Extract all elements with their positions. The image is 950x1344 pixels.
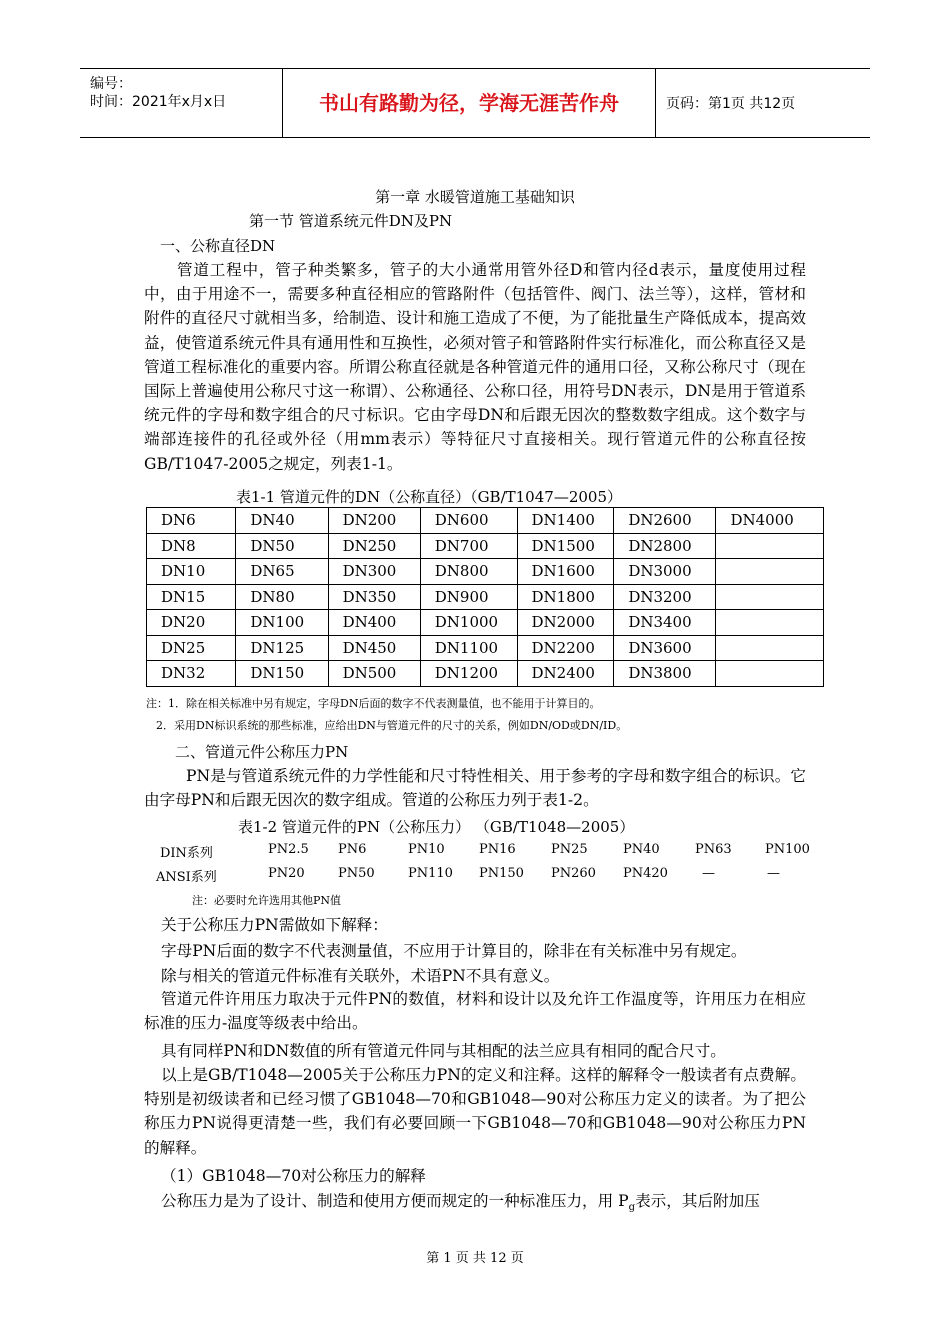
table-row <box>147 635 824 661</box>
header-page-label: 页码：第1页 共12页 <box>666 96 796 112</box>
table-cell: PN25 <box>551 842 588 857</box>
table-cell <box>716 661 824 687</box>
table-cell: DN400 <box>328 610 420 636</box>
paragraph-pn: PN是与管道系统元件的力学性能和尺寸特性相关、用于参考的字母和数字组合的标识。它由字母PN和后跟无因次的数字组成。管道的公称压力列于表1-2。 <box>144 767 806 810</box>
table-cell: DN3000 <box>614 559 716 585</box>
table-cell: PN110 <box>408 866 453 881</box>
table-cell: DN20 <box>147 610 236 636</box>
table-cell: PN16 <box>479 842 516 857</box>
table-row <box>147 610 824 636</box>
table-cell: DN4000 <box>716 508 824 534</box>
paragraph-gb1048-70 <box>161 1189 760 1213</box>
paragraph-pn-1: 字母PN后面的数字不代表测量值，不应用于计算目的，除非在有关标准中另有规定。 <box>161 942 747 960</box>
table-cell: PN63 <box>695 842 732 857</box>
heading-dn: 一、公称直径DN <box>160 237 276 255</box>
table-cell: DN2400 <box>517 661 614 687</box>
table-cell: DN500 <box>328 661 420 687</box>
table-cell: DN3200 <box>614 584 716 610</box>
table-cell: DIN系列 <box>160 846 213 861</box>
table-row <box>147 508 824 534</box>
table-cell: DN150 <box>236 661 328 687</box>
table2-caption: 表1-2 管道元件的PN（公称压力） （GB/T1048—2005） <box>238 818 635 836</box>
table-cell: DN1100 <box>420 635 517 661</box>
paragraph-pn-3: 管道元件许用压力取决于元件PN的数值，材料和设计以及允许工作温度等，许用压力在相应标准的压力-温度等级表中给出。 <box>144 990 806 1033</box>
table-cell <box>716 584 824 610</box>
paragraph-pn-intro: 关于公称压力PN需做如下解释： <box>161 916 388 934</box>
heading-gb1048-70: （1）GB1048—70对公称压力的解释 <box>161 1167 426 1185</box>
table-cell: DN1500 <box>517 533 614 559</box>
table-cell: DN3600 <box>614 635 716 661</box>
table1-note-2: 2．采用DN标识系统的那些标准，应给出DN与管道元件的尺寸的关系，例如DN/OD或DN/ID。 <box>156 719 628 732</box>
subscript-g: g <box>628 1202 636 1214</box>
paragraph-text-b: 表示，其后附加压 <box>635 1192 760 1210</box>
table-cell: PN50 <box>338 866 375 881</box>
table-cell: DN2200 <box>517 635 614 661</box>
table-cell: DN900 <box>420 584 517 610</box>
table-cell: DN3800 <box>614 661 716 687</box>
table-cell: DN15 <box>147 584 236 610</box>
time-label: 时间：2021年x月x日 <box>90 94 227 110</box>
table-cell: DN1200 <box>420 661 517 687</box>
paragraph-pn-4: 具有同样PN和DN数值的所有管道元件同与其相配的法兰应具有相同的配合尺寸。 <box>161 1042 726 1060</box>
table-cell: DN600 <box>420 508 517 534</box>
table-cell: PN260 <box>551 866 596 881</box>
table-cell: DN2000 <box>517 610 614 636</box>
table2-note: 注：必要时允许选用其他PN值 <box>192 894 342 907</box>
table-cell: DN32 <box>147 661 236 687</box>
table-row <box>147 584 824 610</box>
table-cell: DN700 <box>420 533 517 559</box>
table-cell: PN20 <box>268 866 305 881</box>
paragraph-pn-5: 以上是GB/T1048—2005关于公称压力PN的定义和注释。这样的解释令一般读者有点费解。特别是初级读者和已经习惯了GB1048—70和GB1048—90对公称压力定义的读者。为了把公称压力PN说得更清楚一些，我们有必要回顾一下GB1048—70和GB1048—90对公称压力PN的解释。 <box>144 1066 806 1157</box>
table-cell: PN420 <box>623 866 668 881</box>
table-cell: — <box>702 866 715 881</box>
table-row <box>147 661 824 687</box>
table-cell: DN800 <box>420 559 517 585</box>
table-cell: PN2.5 <box>268 842 309 857</box>
table-cell: DN125 <box>236 635 328 661</box>
table-cell: PN40 <box>623 842 660 857</box>
header-meta <box>80 69 280 137</box>
table-cell <box>716 559 824 585</box>
table-cell: DN1000 <box>420 610 517 636</box>
heading-pn: 二、管道元件公称压力PN <box>175 743 349 761</box>
paragraph-text-a: 公称压力是为了设计、制造和使用方便而规定的一种标准压力，用 P <box>161 1192 629 1210</box>
table1-caption: 表1-1 管道元件的DN（公称直径）（GB/T1047—2005） <box>236 488 622 506</box>
table-cell: DN200 <box>328 508 420 534</box>
paragraph-pn-2: 除与相关的管道元件标准有关联外，术语PN不具有意义。 <box>161 967 560 985</box>
table1-note-1: 注：1．除在相关标准中另有规定，字母DN后面的数字不代表测量值，也不能用于计算目的。 <box>146 697 601 710</box>
table-cell: DN300 <box>328 559 420 585</box>
table-cell: DN3400 <box>614 610 716 636</box>
table-cell: DN10 <box>147 559 236 585</box>
table-cell: DN6 <box>147 508 236 534</box>
table-cell: DN1400 <box>517 508 614 534</box>
table-cell: DN1600 <box>517 559 614 585</box>
table-cell: DN25 <box>147 635 236 661</box>
table-cell: DN1800 <box>517 584 614 610</box>
table-row <box>147 559 824 585</box>
header-motto: 书山有路勤为径，学海无涯苦作舟 <box>282 69 656 137</box>
table-cell: DN450 <box>328 635 420 661</box>
table-cell: DN65 <box>236 559 328 585</box>
table-cell: — <box>767 866 780 881</box>
table-row <box>147 533 824 559</box>
table-cell <box>716 533 824 559</box>
paragraph-dn: 管道工程中，管子种类繁多，管子的大小通常用管外径D和管内径d表示，量度使用过程中，由于用途不一，需要多种直径相应的管路附件（包括管件、阀门、法兰等），这样，管材和附件的直径尺寸就相当多，给制造、设计和施工造成了不便，为了能批量生产降低成本，提高效益，使管道系统元件具有通用性和互换性，必须对管子和管路附件实行标准化，而公称直径又是管道工程标准化的重要内容。所谓公称直径就是各种管道元件的通用口径，又称公称尺寸（现在国际上普遍使用公称尺寸这一称谓）、公称通径、公称口径，用符号DN表示，DN是用于管道系统元件的字母和数字组合的尺寸标识。它由字母DN和后跟无因次的整数数字组成。这个数字与端部连接件的孔径或外径（用mm表示）等特征尺寸直接相关。现行管道元件的公称直径按GB/T1047-2005之规定，列表1-1。 <box>144 261 806 473</box>
table-cell: DN50 <box>236 533 328 559</box>
table-cell <box>716 635 824 661</box>
table-cell: DN8 <box>147 533 236 559</box>
number-label: 编号： <box>90 76 132 92</box>
chapter-title: 第一章 水暖管道施工基础知识 <box>375 188 575 206</box>
table-cell: DN2600 <box>614 508 716 534</box>
page-header <box>80 68 870 138</box>
table-cell <box>716 610 824 636</box>
page-footer: 第 1 页 共 12 页 <box>426 1251 524 1266</box>
table-cell: DN250 <box>328 533 420 559</box>
table-cell: DN100 <box>236 610 328 636</box>
table-cell: PN150 <box>479 866 524 881</box>
section-title: 第一节 管道系统元件DN及PN <box>249 212 453 230</box>
table-cell: DN40 <box>236 508 328 534</box>
dn-table <box>146 507 824 687</box>
table-cell: PN10 <box>408 842 445 857</box>
table-cell: PN100 <box>765 842 810 857</box>
table-cell: PN6 <box>338 842 367 857</box>
table-cell: ANSI系列 <box>156 870 217 885</box>
table-cell: DN80 <box>236 584 328 610</box>
table-cell: DN350 <box>328 584 420 610</box>
table-cell: DN2800 <box>614 533 716 559</box>
